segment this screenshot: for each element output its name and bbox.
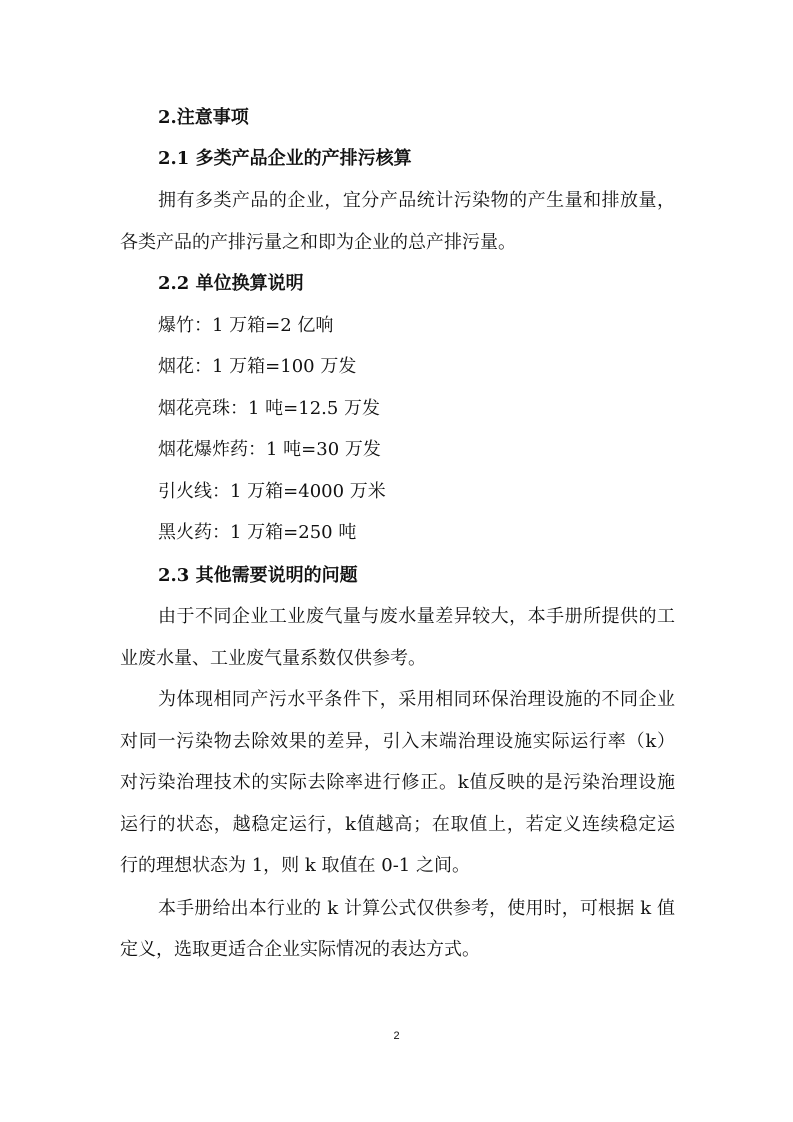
paragraph-line: 各类产品的产排污量之和即为企业的总产排污量。 [120, 232, 516, 253]
section-heading-2-2: 2.2 单位换算说明 [158, 273, 304, 294]
paragraph-line: 为体现相同产污水平条件下，采用相同环保治理设施的不同企业 [158, 689, 675, 710]
paragraph-line: 行的理想状态为 1，则 k 取值在 0-1 之间。 [120, 855, 470, 876]
paragraph-line: 定义，选取更适合企业实际情况的表达方式。 [120, 939, 480, 960]
unit-conversion-item: 烟花爆炸药：1 吨=30 万发 [158, 439, 381, 460]
unit-conversion-item: 黑火药：1 万箱=250 吨 [158, 522, 357, 543]
paragraph-line: 对污染治理技术的实际去除率进行修正。k值反映的是污染治理设施 [120, 772, 675, 793]
section-heading-2-3: 2.3 其他需要说明的问题 [158, 565, 358, 586]
paragraph-line: 对同一污染物去除效果的差异，引入末端治理设施实际运行率（k） [120, 731, 675, 752]
unit-conversion-item: 引火线：1 万箱=4000 万米 [158, 481, 386, 502]
unit-conversion-item: 烟花亮珠：1 吨=12.5 万发 [158, 398, 381, 419]
paragraph-line: 业废水量、工业废气量系数仅供参考。 [120, 648, 426, 669]
section-heading-2: 2.注意事项 [158, 107, 249, 128]
unit-conversion-item: 爆竹：1 万箱=2 亿响 [158, 315, 334, 336]
paragraph-line: 由于不同企业工业废气量与废水量差异较大，本手册所提供的工 [158, 606, 675, 627]
paragraph-line: 本手册给出本行业的 k 计算公式仅供参考，使用时，可根据 k 值 [158, 898, 675, 919]
page-number: 2 [393, 1030, 400, 1042]
section-heading-2-1: 2.1 多类产品企业的产排污核算 [158, 148, 412, 169]
unit-conversion-item: 烟花：1 万箱=100 万发 [158, 356, 357, 377]
paragraph-line: 运行的状态，越稳定运行，k值越高；在取值上，若定义连续稳定运 [120, 814, 675, 835]
paragraph-line: 拥有多类产品的企业，宜分产品统计污染物的产生量和排放量， [158, 190, 675, 211]
